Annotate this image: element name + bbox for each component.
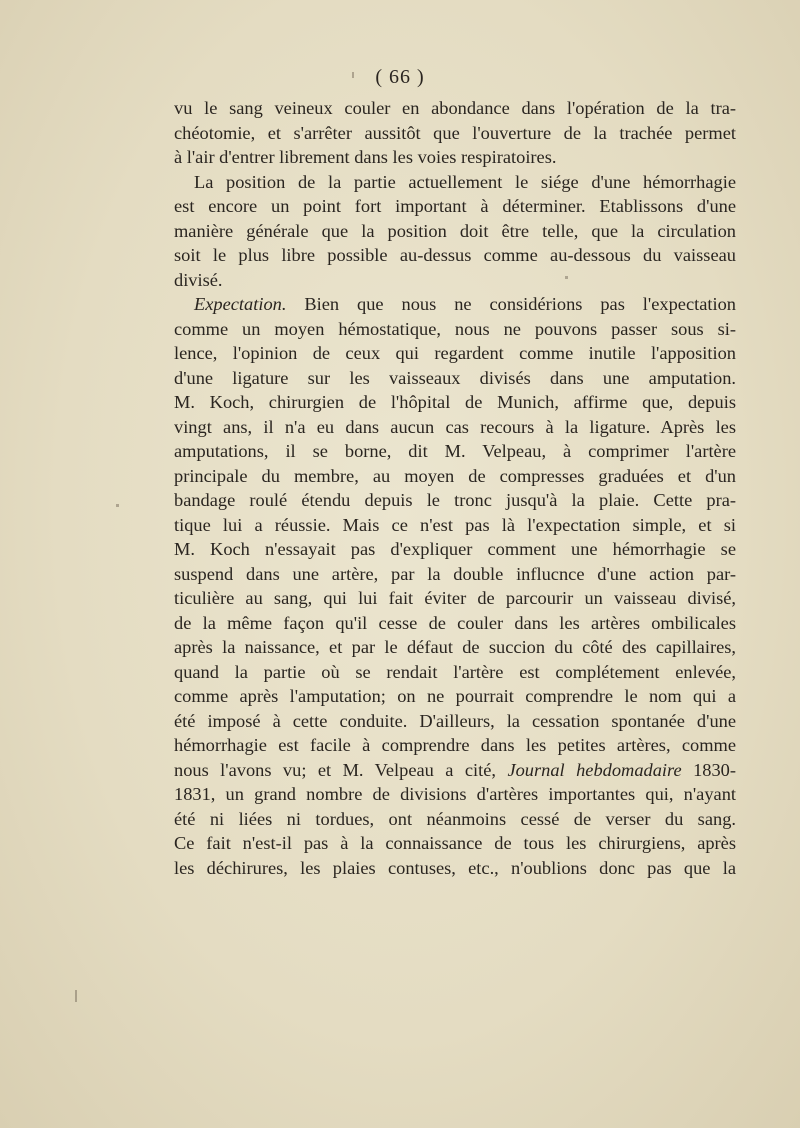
text-line-rest: Bien que nous ne considérions pas l'expectation — [286, 294, 736, 314]
text-line: M. Koch n'essayait pas d'expliquer comment une hémorrhagie se — [174, 539, 736, 559]
text-line: à l'air d'entrer librement dans les voies respiratoires. — [174, 147, 557, 167]
text-line-start: nous l'avons vu; et M. Velpeau a cité, — [174, 759, 508, 780]
text-line: M. Koch, chirurgien de l'hôpital de Munich, affirme que, depuis — [174, 392, 736, 412]
text-line: amputations, il se borne, dit M. Velpeau, à comprimer l'artère — [174, 441, 736, 461]
text-line: suspend dans une artère, par la double influcnce d'une action par- — [174, 563, 736, 584]
text-line: les déchirures, les plaies contuses, etc., n'oublions donc pas que la — [174, 857, 736, 878]
text-line: quand la partie où se rendait l'artère est complétement enlevée, — [174, 661, 736, 682]
text-line: de la même façon qu'il cesse de couler dans les artères ombilicales — [174, 612, 736, 633]
text-line: après la naissance, et par le défaut de succion du côté des capillaires, — [174, 637, 736, 657]
body-text — [174, 96, 736, 880]
text-line: est encore un point fort important à déterminer. Etablissons d'une — [174, 196, 736, 216]
text-line-end: 1830- — [681, 759, 736, 780]
text-line: manière générale que la position doit être telle, que la circulation — [174, 220, 736, 241]
text-line: chéotomie, et s'arrêter aussitôt que l'ouverture de la trachée permet — [174, 122, 736, 143]
paper-speck — [565, 276, 568, 279]
text-line: soit le plus libre possible au-dessus comme au-dessous du vaisseau — [174, 245, 736, 265]
section-lead-expectation: Expectation. — [194, 294, 287, 314]
text-line: vingt ans, il n'a eu dans aucun cas recours à la ligature. Après les — [174, 416, 736, 437]
text-line: comme après l'amputation; on ne pourrait comprendre le nom qui a — [174, 686, 736, 706]
paper-speck — [352, 72, 354, 78]
text-line: hémorrhagie est facile à comprendre dans les petites artères, comme — [174, 735, 736, 755]
text-line: d'une ligature sur les vaisseaux divisés dans une amputation. — [174, 367, 736, 388]
text-line: 1831, un grand nombre de divisions d'artères importantes qui, n'ayant — [174, 784, 736, 804]
journal-title: Journal hebdomadaire — [507, 759, 682, 780]
text-line: comme un moyen hémostatique, nous ne pouvons passer sous si- — [174, 318, 736, 339]
text-line: été ni liées ni tordues, ont néanmoins cessé de verser du sang. — [174, 808, 736, 829]
text-line: vu le sang veineux couler en abondance dans l'opération de la tra- — [174, 98, 736, 118]
text-line: Ce fait n'est-il pas à la connaissance de tous les chirurgiens, après — [174, 833, 736, 853]
page-number: ( 66 ) — [375, 66, 425, 88]
paper-speck — [75, 990, 77, 1002]
text-line: bandage roulé étendu depuis le tronc jusqu'à la plaie. Cette pra- — [174, 490, 736, 510]
text-line: ticulière au sang, qui lui fait éviter de parcourir un vaisseau divisé, — [174, 588, 736, 608]
text-line: La position de la partie actuellement le siége d'une hémorrhagie — [194, 171, 736, 192]
paper-speck — [116, 504, 119, 507]
text-line: été imposé à cette conduite. D'ailleurs, la cessation spontanée d'une — [174, 710, 736, 731]
text-line — [174, 292, 736, 317]
text-line: principale du membre, au moyen de compresses graduées et d'un — [174, 465, 736, 486]
text-line — [174, 758, 736, 783]
text-line: lence, l'opinion de ceux qui regardent comme inutile l'apposition — [174, 343, 736, 363]
text-line: tique lui a réussie. Mais ce n'est pas là l'expectation simple, et si — [174, 514, 736, 535]
text-line: divisé. — [174, 269, 223, 290]
